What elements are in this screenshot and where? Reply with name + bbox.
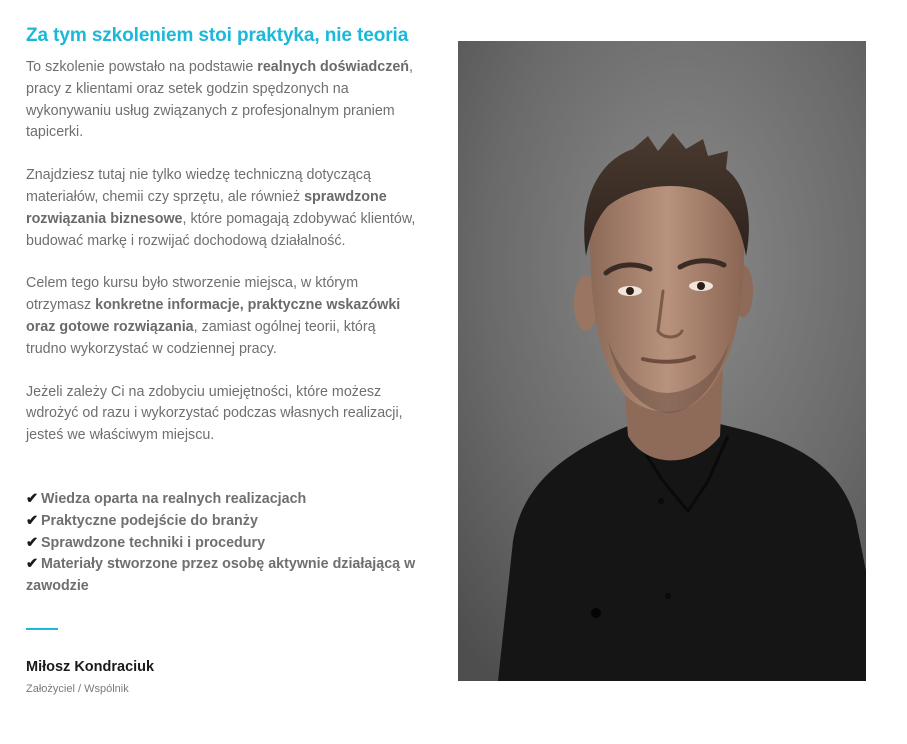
checklist-item: ✔ Wiedza oparta na realnych realizacjach xyxy=(26,490,307,507)
author-name: Miłosz Kondraciuk xyxy=(26,658,155,675)
check-icon: ✔ xyxy=(26,512,38,529)
author-role: Założyciel / Wspólnik xyxy=(26,682,129,695)
heading-highlight: praktyka, nie teoria xyxy=(237,25,409,46)
paragraph-2: Znajdziesz tutaj nie tylko wiedzę techniczną dotyczącą materiałów, chemii czy sprzętu, ale również sprawdzone rozwiązania biznesowe, które pomagają zdobywać klientów, budować markę i rozwijać dochodową działalność. xyxy=(26,167,416,249)
portrait-illustration xyxy=(458,41,866,681)
check-icon: ✔ xyxy=(26,490,38,507)
check-icon: ✔ xyxy=(26,556,38,573)
author-photo xyxy=(458,41,866,681)
section-heading xyxy=(26,22,418,50)
checklist-item: ✔ Sprawdzone techniki i procedury xyxy=(26,534,266,551)
paragraph-4: Jeżeli zależy Ci na zdobyciu umiejętności, które możesz wdrożyć od razu i wykorzystać podczas własnych realizacji, jesteś we właściwym miejscu. xyxy=(26,383,403,444)
checklist-item: ✔ Materiały stworzone przez osobę aktywnie działającą w zawodzie xyxy=(26,556,416,595)
heading-prefix: Za tym szkoleniem stoi xyxy=(26,25,237,46)
checklist-item: ✔ Praktyczne podejście do branży xyxy=(26,512,258,529)
about-section xyxy=(26,22,418,696)
paragraph-1: To szkolenie powstało na podstawie realnych doświadczeń, pracy z klientami oraz setek godzin spędzonych na wykonywaniu usług związanych z profesjonalnym praniem tapicerki. xyxy=(26,59,414,141)
accent-divider xyxy=(26,628,58,630)
check-icon: ✔ xyxy=(26,534,38,551)
benefits-checklist xyxy=(26,489,418,598)
paragraph-3: Celem tego kursu było stworzenie miejsca, w którym otrzymasz konkretne informacje, praktyczne wskazówki oraz gotowe rozwiązania, zamiast ogólnej teorii, którą trudno wykorzystać w codziennej pracy. xyxy=(26,275,401,357)
